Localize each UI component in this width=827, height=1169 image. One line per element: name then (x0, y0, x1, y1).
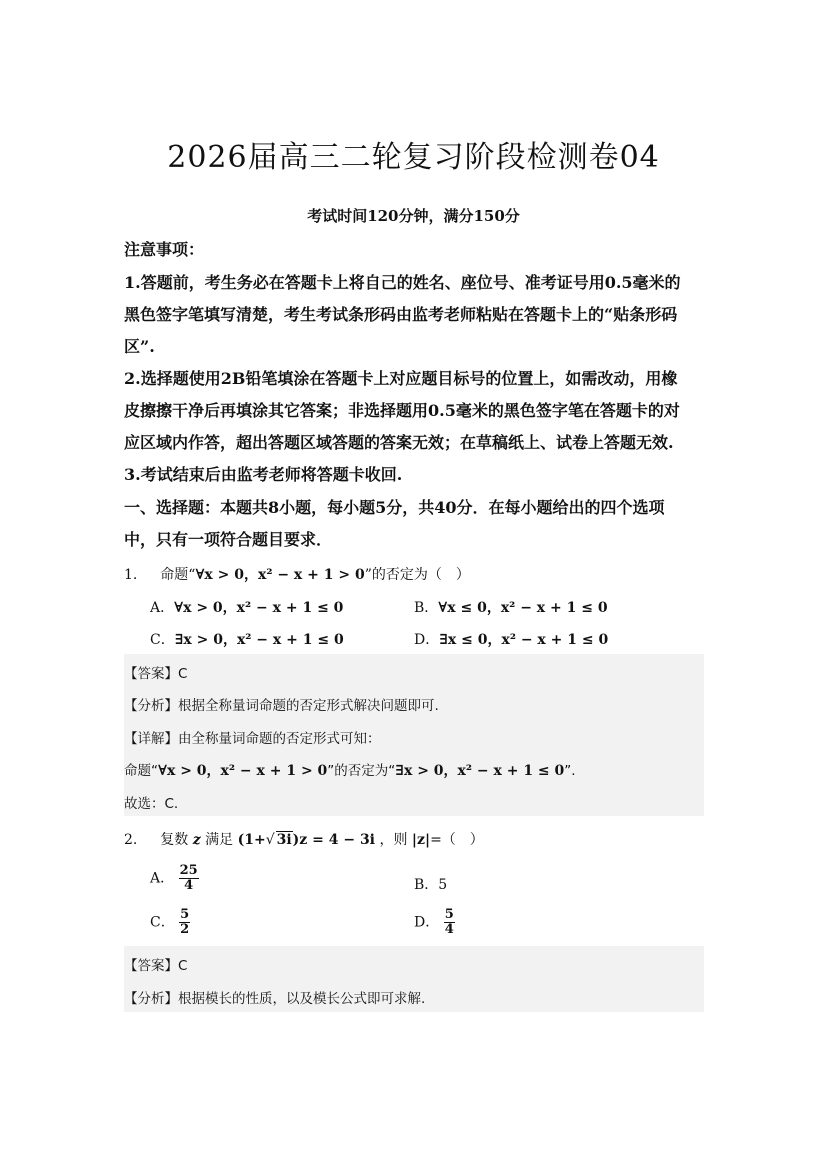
notice-1-line-2: 黑色签字笔填写清楚，考生考试条形码由监考老师粘贴在答题卡上的“贴条形码 (124, 305, 678, 324)
q1-option-c: C．∃x > 0，x² − x + 1 ≤ 0 (150, 632, 344, 648)
notice-heading: 注意事项： (124, 240, 205, 259)
q2-option-b: B．5 (414, 877, 448, 893)
notice-1-line-3: 区”. (124, 337, 155, 356)
question-1-stem: 1. 命题“∀x > 0，x² − x + 1 > 0”的否定为（ ） (124, 567, 470, 583)
q2-answer: 【答案】C (124, 958, 188, 974)
notice-3: 3.考试结束后由监考老师将答题卡收回. (124, 465, 403, 484)
q1-option-b: B．∀x ≤ 0，x² − x + 1 ≤ 0 (414, 600, 608, 616)
q2-analysis: 【分析】根据模长的性质，以及模长公式即可求解. (124, 991, 426, 1007)
math-expression: ∀x > 0，x² − x + 1 > 0 (195, 567, 365, 583)
q1-analysis: 【分析】根据全称量词命题的否定形式解决问题即可. (124, 698, 439, 714)
fraction: $\frac{5}{2}$ (180, 907, 190, 937)
q1-option-d: D．∃x ≤ 0，x² − x + 1 ≤ 0 (414, 632, 609, 648)
notice-1-line-1: 1.答题前，考生务必在答题卡上将自己的姓名、座位号、准考证号用0.5毫米的 (124, 273, 681, 292)
exam-info: 考试时间120分钟，满分150分 (307, 207, 520, 225)
question-2-stem: 2. 复数 z 满足 (1+√ 3i)z = 4 − 3i ，则 |z|=（ ） (124, 832, 484, 848)
notice-2-line-2: 皮擦擦干净后再填涂其它答案；非选择题用0.5毫米的黑色签字笔在答题卡的对 (124, 401, 680, 420)
notice-2-line-3: 应区域内作答，超出答题区域答题的答案无效；在草稿纸上、试卷上答题无效. (124, 433, 674, 452)
q2-option-c: C． $\frac{5}{2}$ (150, 907, 190, 937)
math-expression: (1+√ 3i)z = 4 − 3i (237, 832, 376, 848)
section-heading-line-2: 中，只有一项符合题目要求． (124, 530, 333, 549)
question-number: 2. (124, 832, 138, 848)
q2-option-d: D． $\frac{5}{4}$ (414, 907, 454, 937)
q1-detail: 【详解】由全称量词命题的否定形式可知： (124, 731, 381, 747)
section-heading-line-1: 一、选择题：本题共8小题，每小题5分，共40分．在每小题给出的四个选项 (124, 498, 665, 517)
q1-answer: 【答案】C (124, 666, 188, 682)
q2-option-a: A． $\frac{25}{4}$ (150, 863, 198, 893)
q1-choice: 故选：C. (124, 796, 179, 812)
fraction: $\frac{5}{4}$ (444, 907, 454, 937)
q1-option-a: A．∀x > 0，x² − x + 1 ≤ 0 (150, 600, 344, 616)
page-title: 2026届高三二轮复习阶段检测卷04 (167, 140, 660, 175)
notice-2-line-1: 2.选择题使用2B铅笔填涂在答题卡上对应题目标号的位置上，如需改动，用橡 (124, 369, 678, 388)
q1-detail-line-2: 命题“∀x > 0，x² − x + 1 > 0”的否定为“∃x > 0，x² − x + 1 ≤ 0”. (124, 763, 576, 779)
question-number: 1. (124, 567, 138, 583)
fraction: $\frac{25}{4}$ (179, 863, 198, 893)
